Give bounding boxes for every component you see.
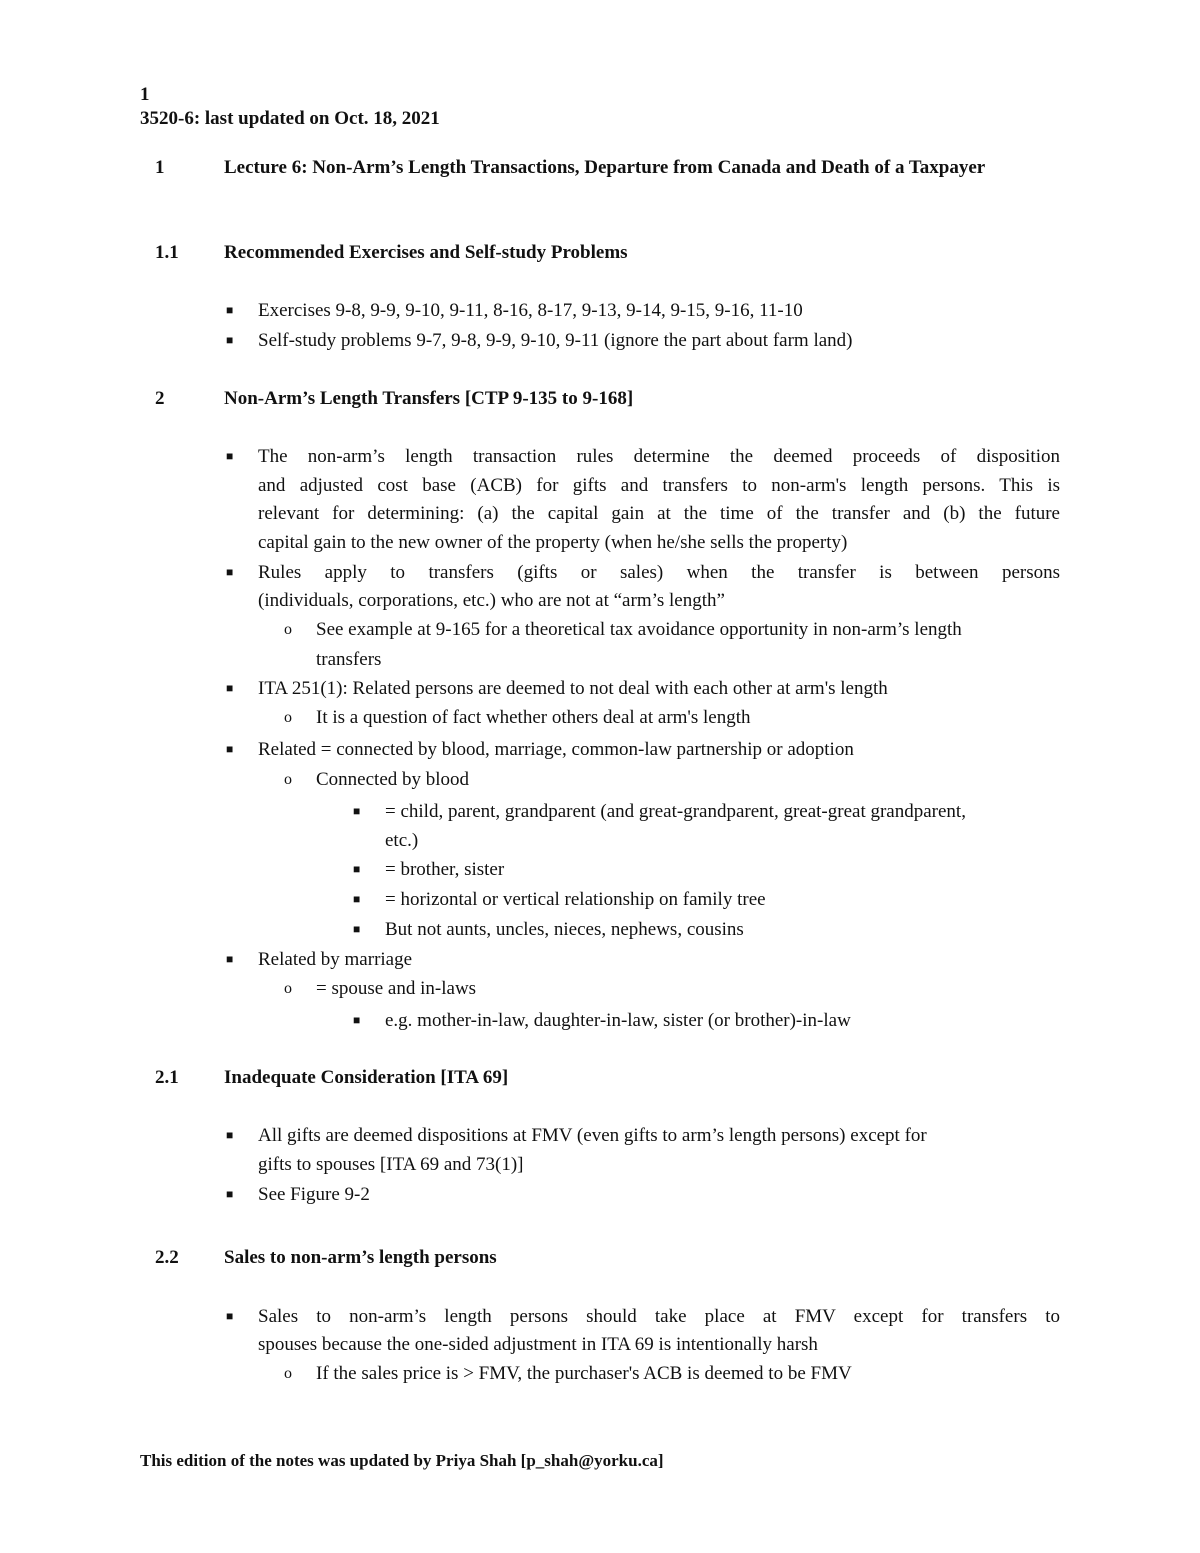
sub-sub-list-item-continuation: etc.) [385, 830, 419, 851]
bullet-square-icon: ■ [226, 303, 234, 317]
sub-sub-list-item: e.g. mother-in-law, daughter-in-law, sister (or brother)-in-law [385, 1010, 851, 1031]
section-number: 2.2 [155, 1247, 179, 1268]
list-item-continuation: spouses because the one-sided adjustment in ITA 69 is intentionally harsh [258, 1334, 818, 1355]
list-item: Rules apply to transfers (gifts or sales) when the transfer is between persons [258, 562, 1060, 583]
sub-list-item: See example at 9-165 for a theoretical tax avoidance opportunity in non-arm’s length [316, 619, 962, 640]
list-item: Related by marriage [258, 949, 413, 970]
list-item-continuation: and adjusted cost base (ACB) for gifts and transfers to non-arm's length persons. This is [258, 475, 1060, 496]
bullet-square-icon: ■ [353, 892, 361, 906]
page-footer: This edition of the notes was updated by Priya Shah [p_shah@yorku.ca] [140, 1451, 664, 1470]
sub-list-item: Connected by blood [316, 769, 470, 790]
list-item: Self-study problems 9-7, 9-8, 9-9, 9-10, 9-11 (ignore the part about farm land) [258, 330, 853, 351]
bullet-square-icon: ■ [353, 922, 361, 936]
section-number: 1 [155, 157, 165, 178]
list-item-continuation: (individuals, corporations, etc.) who are not at “arm’s length” [258, 590, 725, 611]
sub-sub-list-item: = brother, sister [385, 859, 505, 880]
sub-sub-list-item: But not aunts, uncles, nieces, nephews, cousins [385, 919, 744, 940]
bullet-square-icon: ■ [353, 862, 361, 876]
list-item-continuation: relevant for determining: (a) the capital gain at the time of the transfer and (b) the future [258, 503, 1060, 524]
bullet-circle-icon: o [284, 621, 292, 638]
bullet-circle-icon: o [284, 980, 292, 997]
bullet-square-icon: ■ [226, 681, 234, 695]
bullet-circle-icon: o [284, 771, 292, 788]
section-title: Lecture 6: Non-Arm’s Length Transactions, Departure from Canada and Death of a Taxpayer [224, 157, 986, 178]
bullet-square-icon: ■ [353, 804, 361, 818]
list-item: ITA 251(1): Related persons are deemed to not deal with each other at arm's length [258, 678, 888, 699]
bullet-square-icon: ■ [226, 952, 234, 966]
sub-list-item: It is a question of fact whether others deal at arm's length [316, 707, 751, 728]
bullet-square-icon: ■ [226, 565, 234, 579]
section-number: 2 [155, 388, 165, 409]
bullet-square-icon: ■ [226, 1128, 234, 1142]
list-item-continuation: capital gain to the new owner of the property (when he/she sells the property) [258, 532, 848, 553]
bullet-square-icon: ■ [226, 333, 234, 347]
list-item: Exercises 9-8, 9-9, 9-10, 9-11, 8-16, 8-17, 9-13, 9-14, 9-15, 9-16, 11-10 [258, 300, 803, 321]
bullet-circle-icon: o [284, 1365, 292, 1382]
bullet-square-icon: ■ [226, 449, 234, 463]
page-number: 1 [140, 84, 150, 105]
bullet-square-icon: ■ [353, 1013, 361, 1027]
sub-sub-list-item: = child, parent, grandparent (and great-grandparent, great-great grandparent, [385, 801, 966, 822]
section-number: 2.1 [155, 1067, 179, 1088]
section-title: Recommended Exercises and Self-study Problems [224, 242, 628, 263]
section-title: Non-Arm’s Length Transfers [CTP 9-135 to 9-168] [224, 388, 634, 409]
section-title: Inadequate Consideration [ITA 69] [224, 1067, 509, 1088]
list-item: The non-arm’s length transaction rules determine the deemed proceeds of disposition [258, 446, 1060, 467]
sub-list-item: = spouse and in-laws [316, 978, 477, 999]
section-title: Sales to non-arm’s length persons [224, 1247, 497, 1268]
sub-list-item: If the sales price is > FMV, the purchaser's ACB is deemed to be FMV [316, 1363, 852, 1384]
bullet-square-icon: ■ [226, 1309, 234, 1323]
bullet-circle-icon: o [284, 709, 292, 726]
list-item-continuation: gifts to spouses [ITA 69 and 73(1)] [258, 1154, 524, 1175]
list-item: See Figure 9-2 [258, 1184, 370, 1205]
list-item: Sales to non-arm’s length persons should take place at FMV except for transfers to [258, 1306, 1060, 1327]
list-item: All gifts are deemed dispositions at FMV (even gifts to arm’s length persons) except for [258, 1125, 927, 1146]
sub-sub-list-item: = horizontal or vertical relationship on family tree [385, 889, 766, 910]
bullet-square-icon: ■ [226, 742, 234, 756]
bullet-square-icon: ■ [226, 1187, 234, 1201]
last-updated-line: 3520-6: last updated on Oct. 18, 2021 [140, 108, 440, 129]
list-item: Related = connected by blood, marriage, common-law partnership or adoption [258, 739, 854, 760]
section-number: 1.1 [155, 242, 179, 263]
sub-list-item-continuation: transfers [316, 649, 382, 670]
